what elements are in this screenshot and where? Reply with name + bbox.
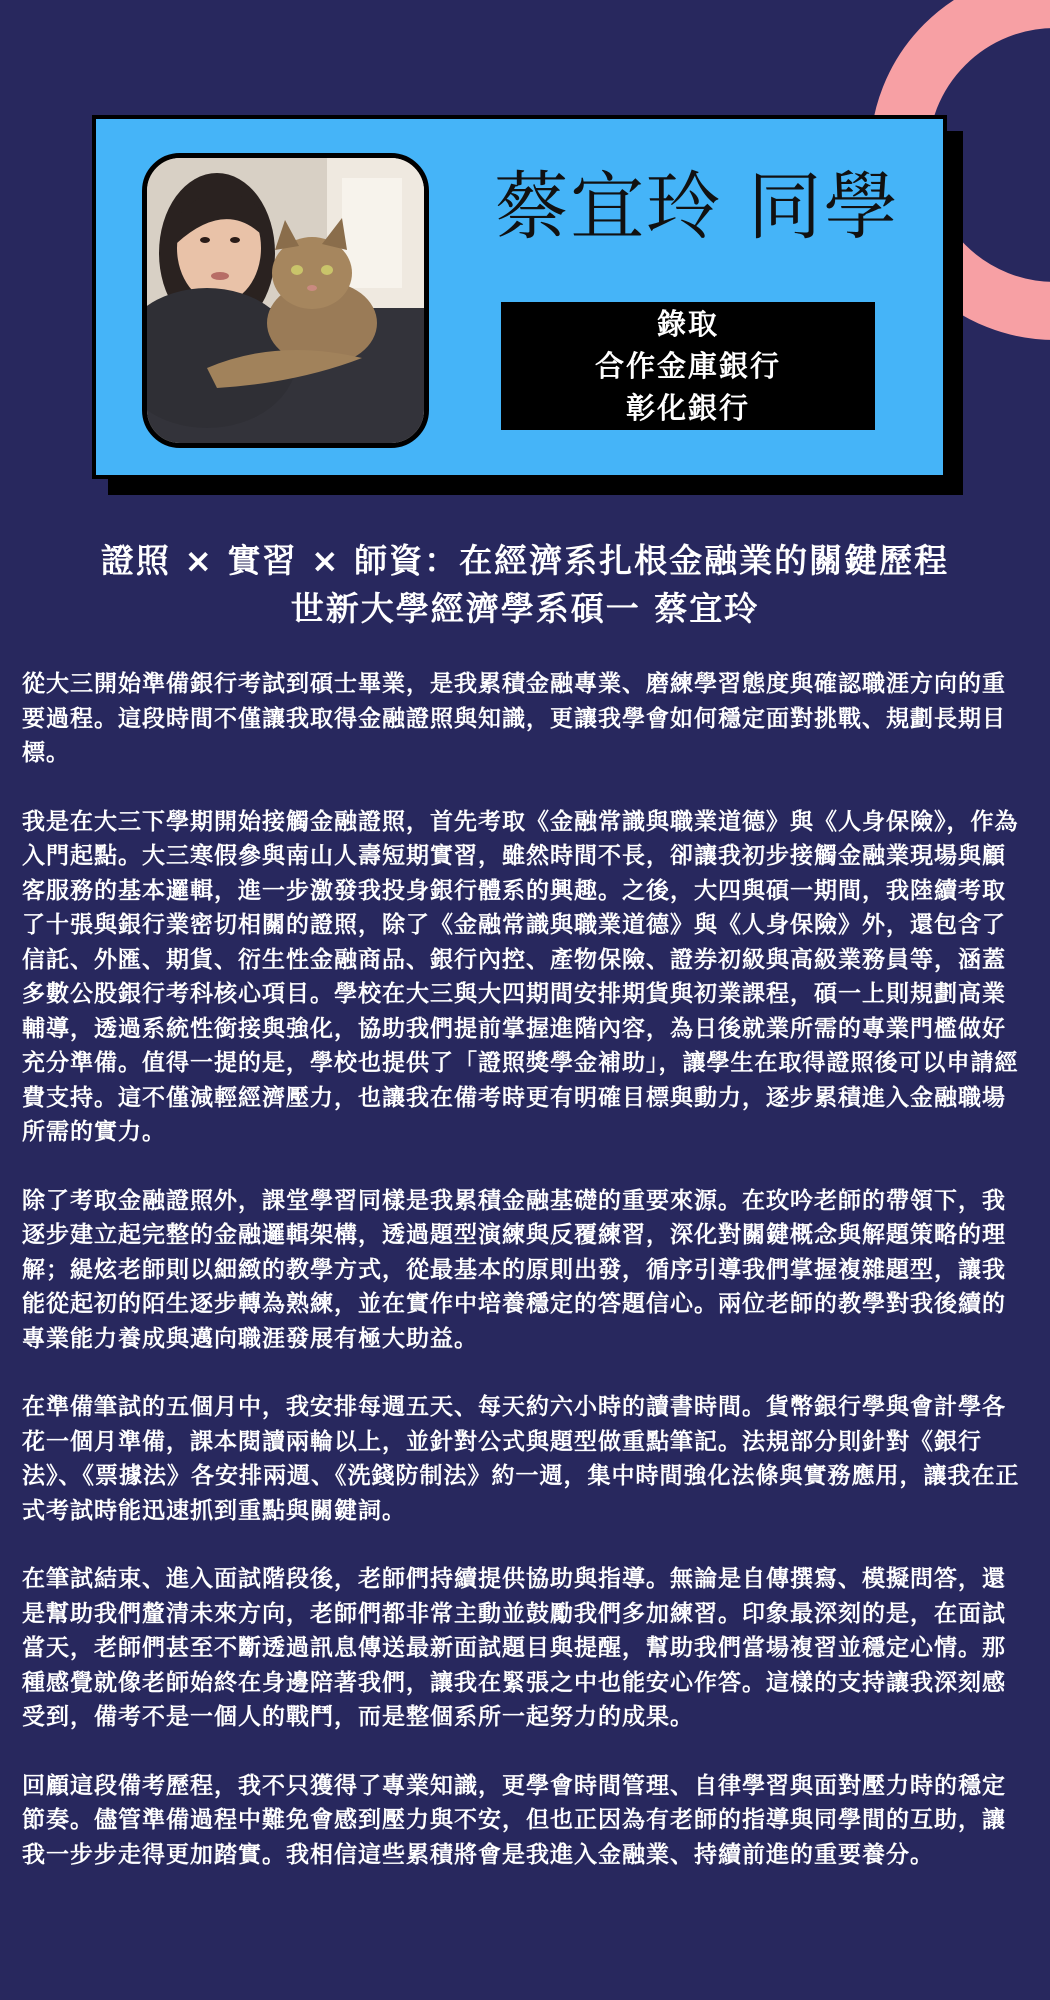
profile-card [92, 115, 947, 479]
admitted-bank: 合作金庫銀行 [594, 349, 781, 383]
headline-title: 證照 × 實習 × 師資：在經濟系扎根金融業的關鍵歷程 [100, 541, 950, 580]
article-paragraph: 回顧這段備考歷程，我不只獲得了專業知識，更學會時間管理、自律學習與面對壓力時的穩定節奏。儘管準備過程中難免會感到壓力與不安，但也正因為有老師的指導與同學間的互助，讓我一步步走得更加踏實。我相信這些累積將會是我進入金融業、持續前進的重要養分。 [22, 1772, 1006, 1868]
article-paragraph: 除了考取金融證照外，課堂學習同樣是我累積金融基礎的重要來源。在玫吟老師的帶領下，我逐步建立起完整的金融邏輯架構，透過題型演練與反覆練習，深化對關鍵概念與解題策略的理解；緹炫老師則以細緻的教學方式，從最基本的原則出發，循序引導我們掌握複雜題型，讓我能從起初的陌生逐步轉為熟練，並在實作中培養穩定的答題信心。兩位老師的教學對我後續的專業能力養成與邁向職涯發展有極大助益。 [22, 1187, 1006, 1352]
admission-label: 錄取 [656, 307, 719, 341]
student-photo [142, 153, 429, 448]
article-paragraph: 從大三開始準備銀行考試到碩士畢業，是我累積金融專業、磨練學習態度與確認職涯方向的重要過程。這段時間不僅讓我取得金融證照與知識，更讓我學會如何穩定面對挑戰、規劃長期目標。 [22, 671, 1006, 766]
article-body [22, 667, 1028, 1906]
student-photo-illustration [147, 158, 424, 443]
article-paragraph: 在筆試結束、進入面試階段後，老師們持續提供協助與指導。無論是自傳撰寫、模擬問答，還是幫助我們釐清未來方向，老師們都非常主動並鼓勵我們多加練習。印象最深刻的是，在面試當天，老師們甚至不斷透過訊息傳送最新面試題目與提醒，幫助我們當場複習並穩定心情。那種感覺就像老師始終在身邊陪著我們，讓我在緊張之中也能安心作答。這樣的支持讓我深刻感受到，備考不是一個人的戰鬥，而是整個系所一起努力的成果。 [22, 1566, 1006, 1730]
admitted-bank: 彰化銀行 [625, 391, 750, 425]
student-name: 蔡宜玲 同學 [494, 164, 900, 250]
admission-badge [501, 302, 875, 430]
article-headline [0, 537, 1050, 633]
headline-byline: 世新大學經濟學系碩一 蔡宜玲 [290, 589, 760, 628]
article-paragraph: 在準備筆試的五個月中，我安排每週五天、每天約六小時的讀書時間。貨幣銀行學與會計學各花一個月準備，課本閱讀兩輪以上，並針對公式與題型做重點筆記。法規部分則針對《銀行法》、《票據法》各安排兩週、《洗錢防制法》約一週，集中時間強化法條與實務應用，讓我在正式考試時能迅速抓到重點與關鍵詞。 [22, 1394, 1020, 1524]
article-paragraph: 我是在大三下學期開始接觸金融證照，首先考取《金融常識與職業道德》與《人身保險》，作為入門起點。大三寒假參與南山人壽短期實習，雖然時間不長，卻讓我初步接觸金融業現場與顧客服務的基本邏輯，進一步激發我投身銀行體系的興趣。之後，大四與碩一期間，我陸續考取了十張與銀行業密切相關的證照，除了《金融常識與職業道德》與《人身保險》外，還包含了信託、外匯、期貨、衍生性金融商品、銀行內控、產物保險、證券初級與高級業務員等，涵蓋多數公股銀行考科核心項目。學校在大三與大四期間安排期貨與初業課程，碩一上則規劃高業輔導，透過系統性銜接與強化，協助我們提前掌握進階內容，為日後就業所需的專業門檻做好充分準備。值得一提的是，學校也提供了「證照獎學金補助」，讓學生在取得證照後可以申請經費支持。這不僅減輕經濟壓力，也讓我在備考時更有明確目標與動力，逐步累積進入金融職場所需的實力。 [22, 808, 1019, 1145]
